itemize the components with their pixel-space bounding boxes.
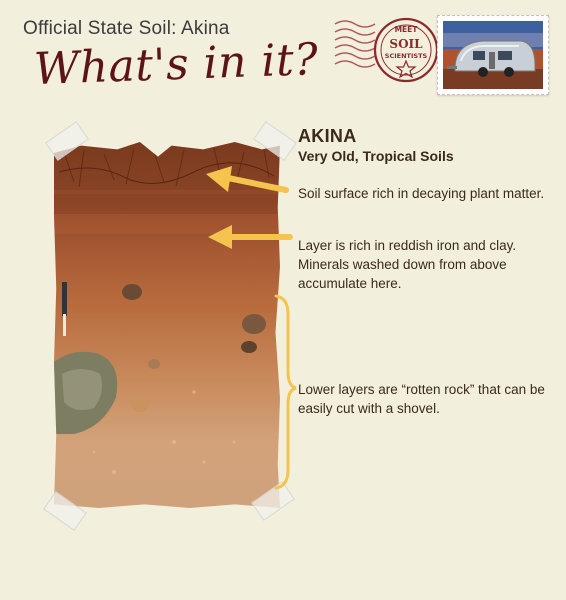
layer-description-subsoil: Layer is rich in reddish iron and clay. Minerals washed down from above accumulate here. bbox=[298, 238, 517, 291]
soil-type: Very Old, Tropical Soils bbox=[298, 148, 454, 164]
page-title: What's in it? bbox=[33, 34, 320, 95]
soil-name: AKINA bbox=[298, 126, 357, 146]
page-subtitle: Official State Soil: Akina bbox=[23, 18, 230, 39]
postmark-line2: SCIENTISTS bbox=[384, 52, 428, 60]
arrow-icon-subsoil bbox=[208, 225, 290, 249]
layer-description-lower: Lower layers are “rotten rock” that can be easily cut with a shovel. bbox=[298, 382, 545, 416]
postmark-top-text: MEET bbox=[394, 25, 418, 34]
brace-icon bbox=[276, 296, 296, 488]
layer-description-surface: Soil surface rich in decaying plant matter. bbox=[298, 186, 545, 201]
arrow-icon-surface bbox=[206, 166, 286, 192]
postmark-line1: SOIL bbox=[389, 37, 423, 51]
